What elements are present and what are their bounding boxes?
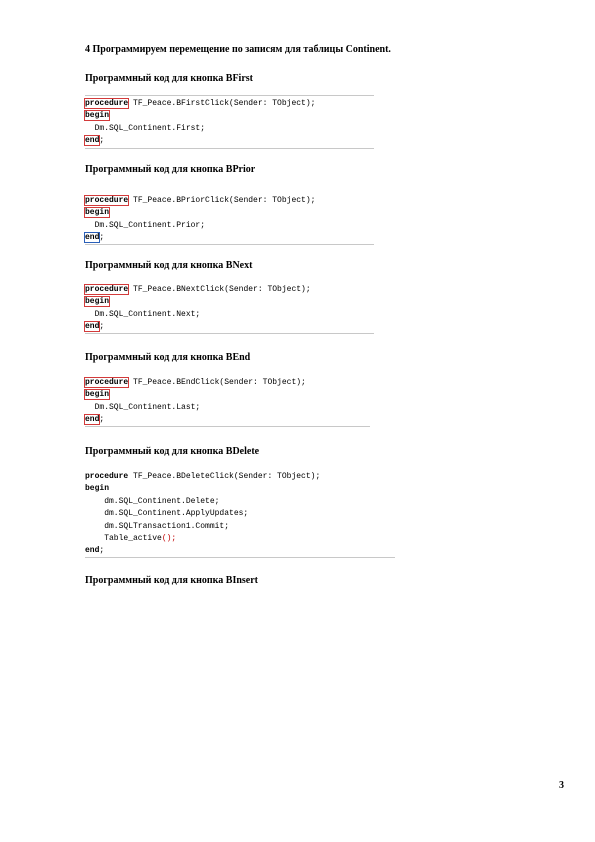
code-text-highlight: (); bbox=[161, 533, 177, 543]
code-block-bend bbox=[85, 377, 306, 427]
code-text: ; bbox=[99, 322, 105, 332]
code-text: TF_Peace.BFirstClick(Sender: TObject); bbox=[128, 99, 316, 108]
code-block-bprior bbox=[85, 195, 315, 245]
keyword-end: end bbox=[85, 546, 100, 556]
keyword-end: end bbox=[85, 415, 100, 425]
code-top-rule bbox=[85, 95, 374, 96]
keyword-begin: begin bbox=[85, 208, 110, 218]
code-text: Dm.SQL_Continent.Prior; bbox=[85, 220, 206, 230]
code-text: Dm.SQL_Continent.Next; bbox=[85, 309, 201, 319]
keyword-end: end bbox=[85, 136, 100, 146]
keyword-end: end bbox=[85, 233, 100, 243]
code-block-bdelete bbox=[85, 471, 320, 558]
caption-binsert: Программный код для кнопка BInsert bbox=[85, 575, 258, 586]
code-bottom-rule bbox=[85, 148, 374, 149]
keyword-end: end bbox=[85, 322, 100, 332]
code-text: Dm.SQL_Continent.First; bbox=[85, 123, 206, 133]
code-text: ; bbox=[99, 415, 105, 425]
code-text: dm.SQL_Continent.ApplyUpdates; bbox=[85, 509, 249, 519]
caption-bnext: Программный код для кнопка BNext bbox=[85, 260, 253, 271]
code-bottom-rule bbox=[85, 557, 395, 558]
code-text: TF_Peace.BNextClick(Sender: TObject); bbox=[128, 285, 311, 294]
section-title: 4 Программируем перемещение по записям для таблицы Continent. bbox=[85, 44, 391, 55]
code-text: Table_active bbox=[85, 533, 162, 543]
code-text: TF_Peace.BEndClick(Sender: TObject); bbox=[128, 378, 306, 387]
code-text: ; bbox=[99, 136, 105, 146]
code-text: ; bbox=[99, 546, 105, 556]
caption-bdelete: Программный код для кнопка BDelete bbox=[85, 446, 260, 457]
code-text: dm.SQLTransaction1.Commit; bbox=[85, 521, 230, 531]
caption-bend: Программный код для кнопка BEnd bbox=[85, 352, 251, 363]
code-bottom-rule bbox=[85, 426, 370, 427]
keyword-begin: begin bbox=[85, 484, 110, 494]
keyword-begin: begin bbox=[85, 297, 110, 307]
keyword-procedure: procedure bbox=[85, 285, 129, 294]
caption-bfirst: Программный код для кнопка BFirst bbox=[85, 73, 253, 84]
code-bottom-rule bbox=[85, 244, 374, 245]
code-text: Dm.SQL_Continent.Last; bbox=[85, 402, 201, 412]
page-number: 3 bbox=[559, 780, 564, 791]
code-text: dm.SQL_Continent.Delete; bbox=[85, 496, 220, 506]
code-block-bnext bbox=[85, 284, 311, 334]
code-text: ; bbox=[99, 233, 105, 243]
code-bottom-rule bbox=[85, 333, 374, 334]
keyword-procedure: procedure bbox=[85, 472, 129, 481]
code-text: TF_Peace.BDeleteClick(Sender: TObject); bbox=[128, 472, 321, 481]
caption-bprior: Программный код для кнопка BPrior bbox=[85, 164, 256, 175]
code-text: TF_Peace.BPriorClick(Sender: TObject); bbox=[128, 196, 316, 205]
code-block-bfirst bbox=[85, 98, 315, 148]
keyword-procedure: procedure bbox=[85, 378, 129, 387]
keyword-begin: begin bbox=[85, 111, 110, 121]
keyword-procedure: procedure bbox=[85, 196, 129, 205]
keyword-begin: begin bbox=[85, 390, 110, 400]
keyword-procedure: procedure bbox=[85, 99, 129, 108]
